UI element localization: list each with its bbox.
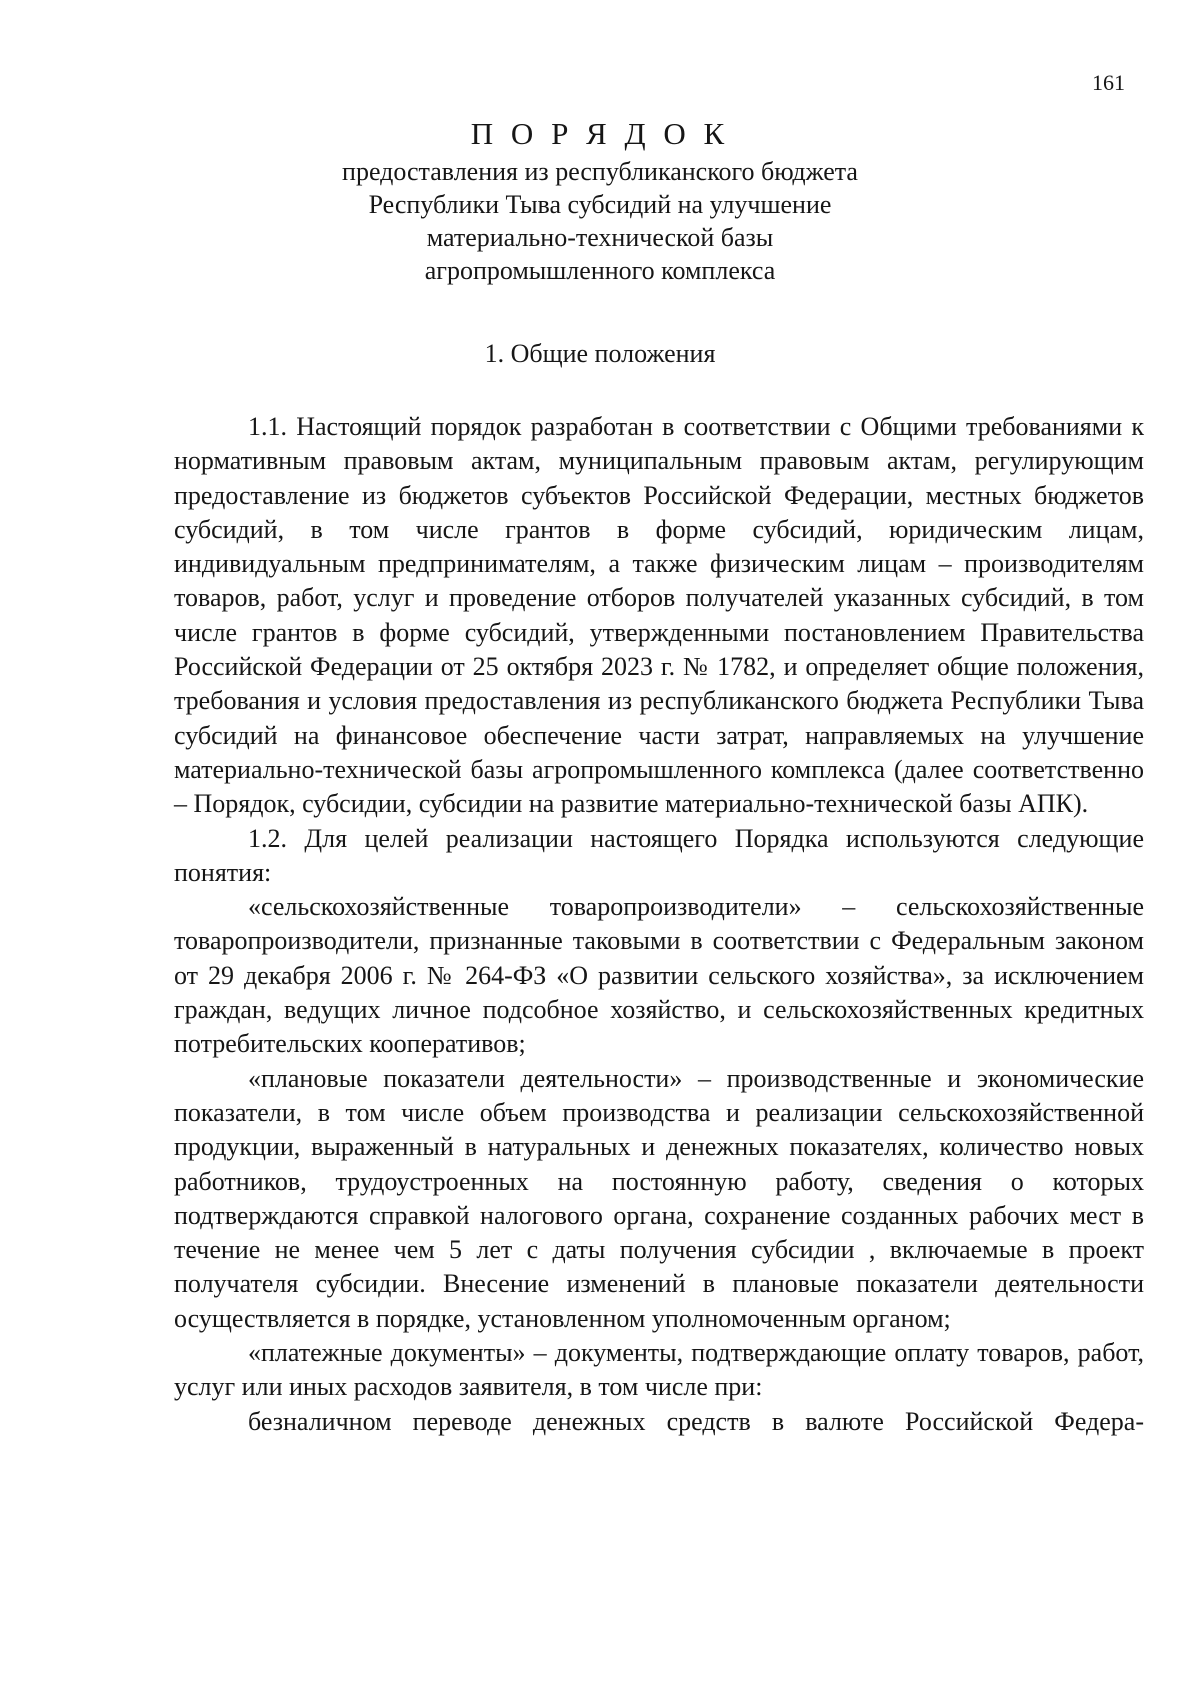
section-heading: 1. Общие положения (484, 339, 716, 368)
paragraph: 1.2. Для целей реализации настоящего Порядка используются следующие понятия: (174, 823, 1144, 887)
paragraph: 1.1. Настоящий порядок разработан в соответствии с Общими требованиями к нормативным правовым актам, муниципальным правовым актам, регулирующим предоставление из бюджетов субъектов Российской Федерации, местных бюджетов субсидий, в том числе грантов в форме субсидий, юридическим лицам, индивидуальным предпринимателям, а также физическим лицам – производителям товаров, работ, услуг и проведение отборов получателей указанных субсидий, в том числе грантов в форме субсидий, утвержденными постановлением Правительства Российской Федерации от 25 октября 2023 г. № 1782, и определяет общие положения, требования и условия предоставления из республиканского бюджета Республики Тыва субсидий на финансовое обеспечение части затрат, направляемых на улучшение материально-технической базы агропромышленного комплекса (далее соответственно – Порядок, субсидии, субсидии на развитие материально-технической базы АПК). (174, 412, 1144, 819)
subtitle-line: агропромышленного комплекса (424, 256, 776, 285)
paragraph: «сельскохозяйственные товаропроизводители» – сельскохозяйственные товаропроизводители, признанные таковыми в соответствии с Федеральным законом от 29 декабря 2006 г. № 264-ФЗ «О развитии сельского хозяйства», за исключением граждан, ведущих личное подсобное хозяйство, и сельскохозяйственных кредитных потребительских кооперативов; (174, 892, 1144, 1059)
body-text (174, 410, 1144, 1439)
paragraph: «платежные документы» – документы, подтверждающие оплату товаров, работ, услуг или иных расходов заявителя, в том числе при: (174, 1338, 1144, 1402)
subtitle-line: материально-технической базы (426, 223, 774, 252)
document-title: П О Р Я Д О К (470, 116, 730, 151)
subtitle-line: Республики Тыва субсидий на улучшение (368, 190, 832, 219)
document-subtitle (0, 155, 1200, 287)
paragraph: «плановые показатели деятельности» – производственные и экономические показатели, в том числе объем производства и реализации сельскохозяйственной продукции, выраженный в натуральных и денежных показателях, количество новых работников, трудоустроенных на постоянную работу, сведения о которых подтверждаются справкой налогового органа, сохранение созданных рабочих мест в течение не менее чем 5 лет с даты получения субсидии , включаемые в проект получателя субсидии. Внесение изменений в плановые показатели деятельности осуществляется в порядке, установленном уполномоченным органом; (174, 1063, 1144, 1333)
page-number: 161 (1092, 70, 1125, 95)
paragraph: безналичном переводе денежных средств в валюте Российской Федера- (248, 1406, 1144, 1436)
subtitle-line: предоставления из республиканского бюджета (342, 157, 858, 186)
